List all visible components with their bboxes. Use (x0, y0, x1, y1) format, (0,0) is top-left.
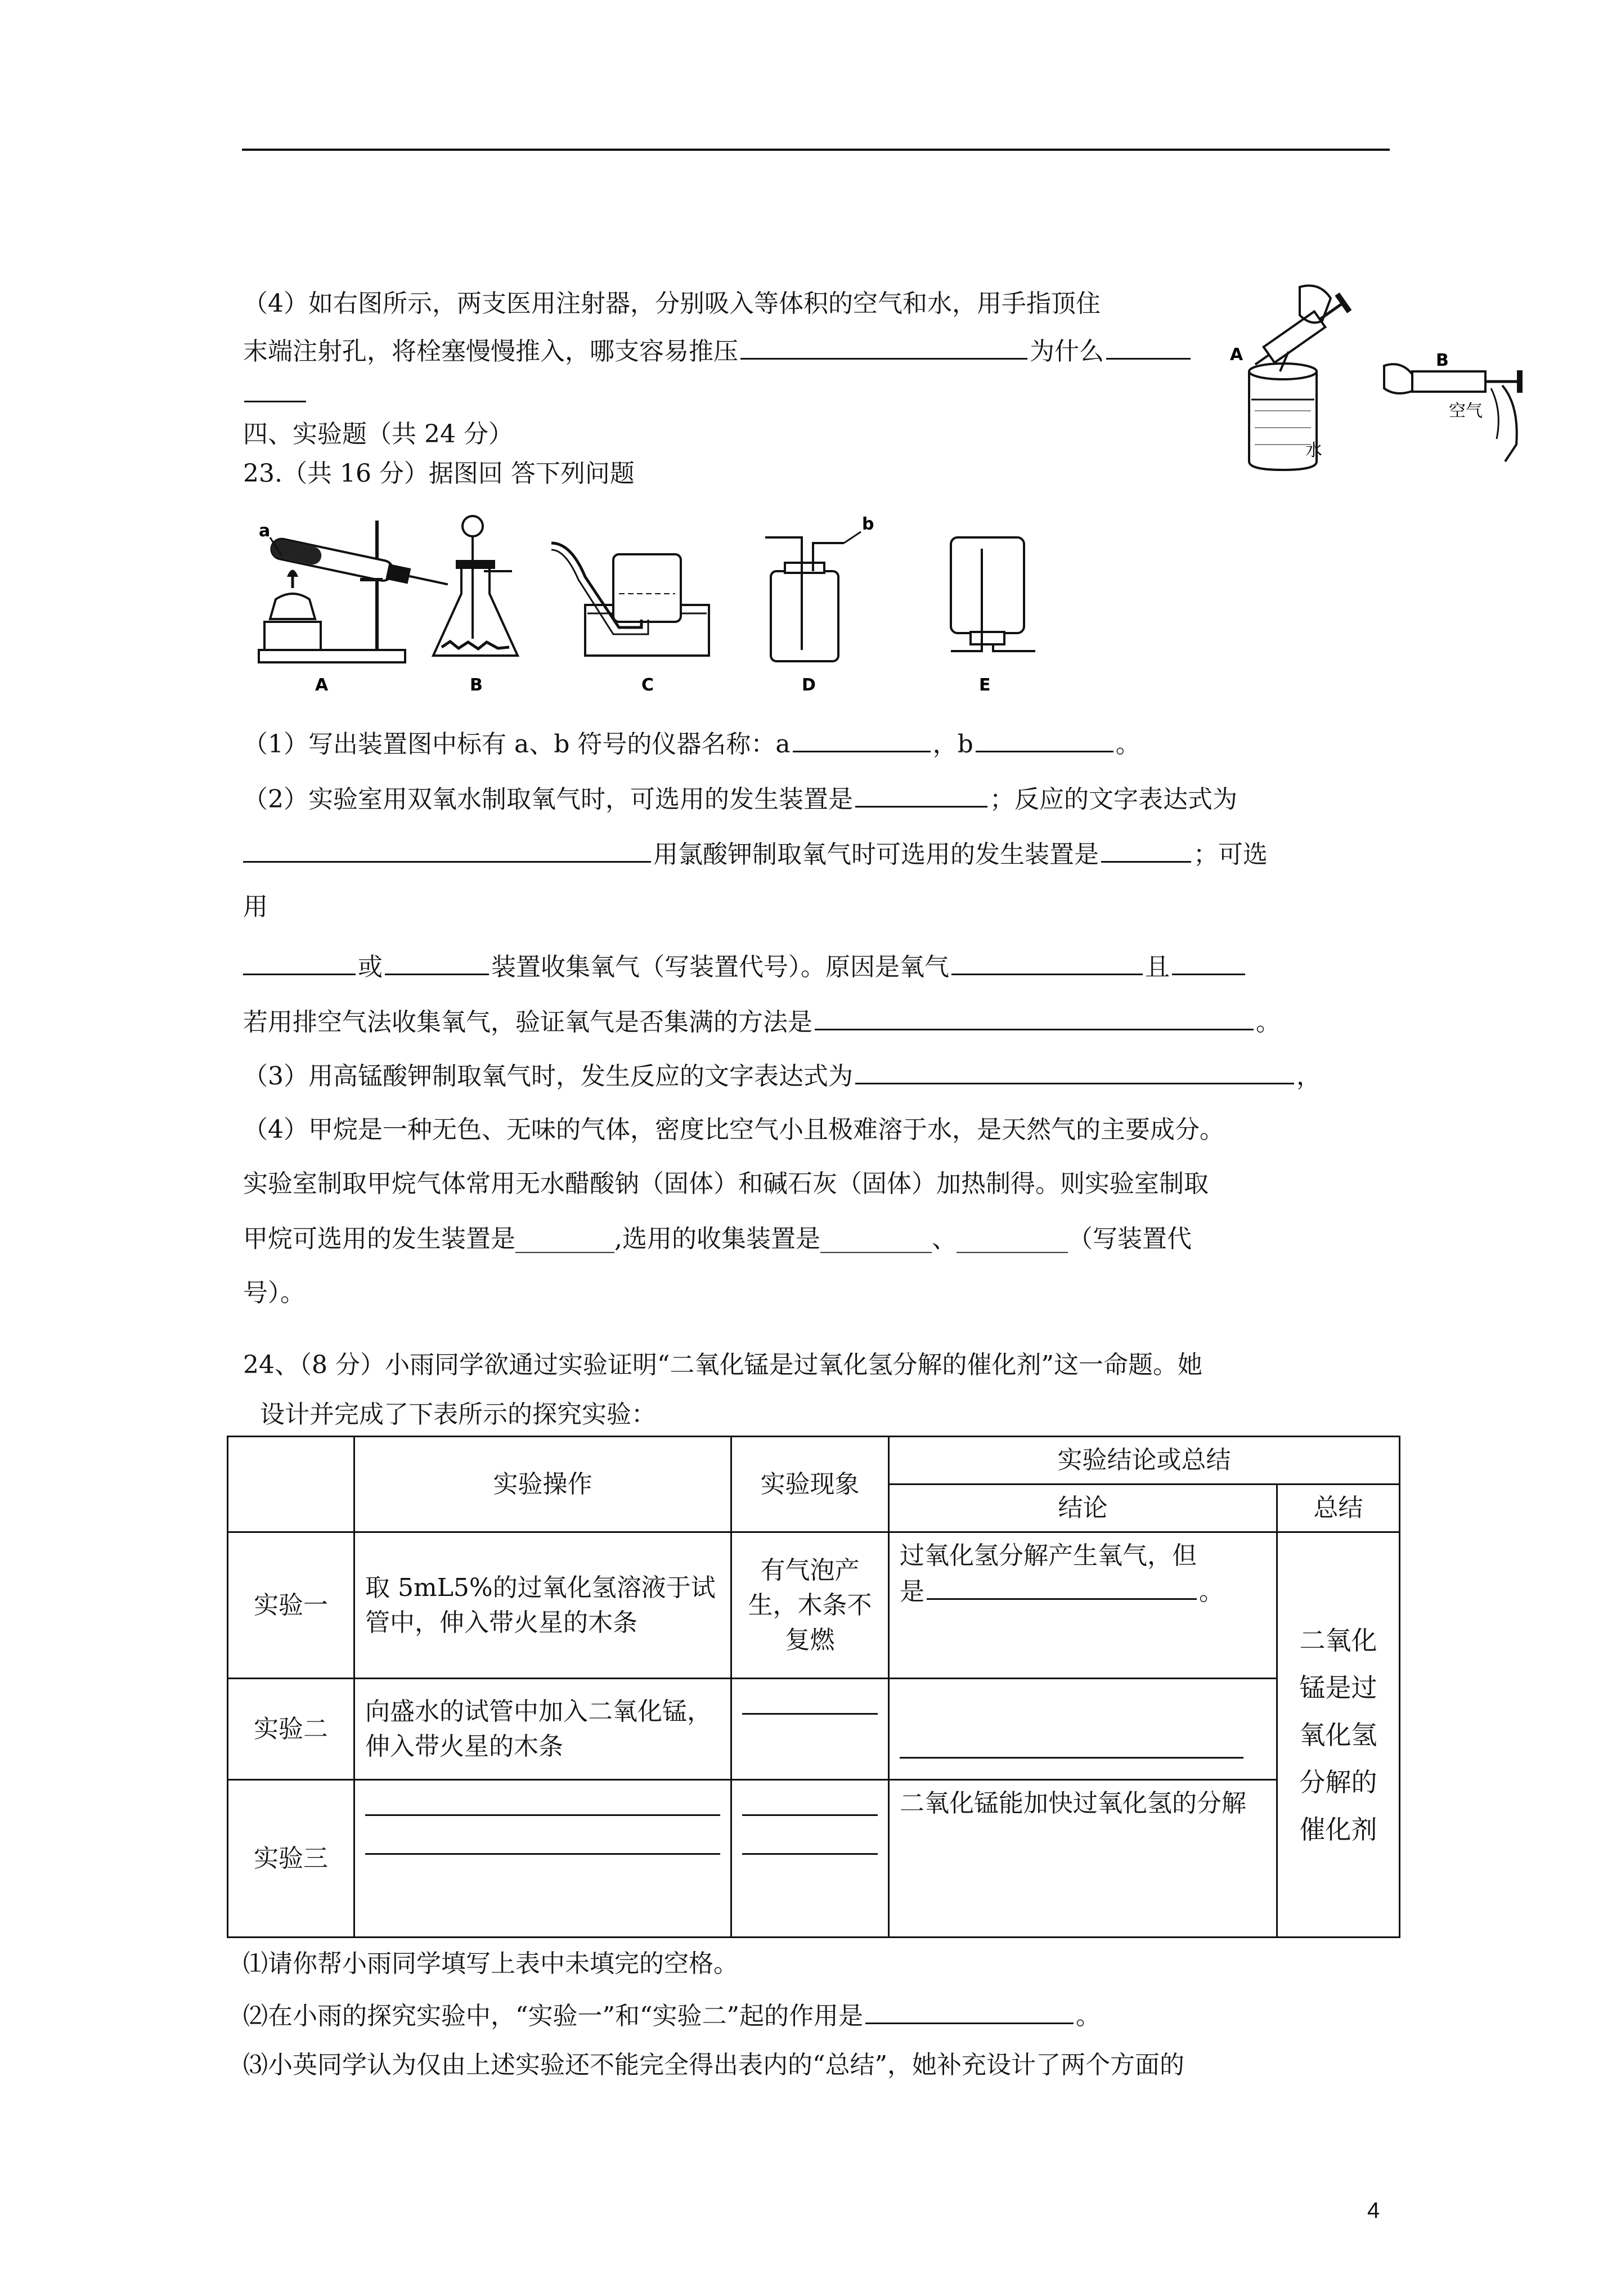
q23-part2-line2: 用氯酸钾制取氧气时可选用的发生装置是 ；可选 (243, 836, 1268, 872)
row-operation: 取 5mL5%的过氧化氢溶液于试管中，伸入带火星的木条 (354, 1532, 731, 1679)
q23-part4-line3: 甲烷可选用的发生装置是________,选用的收集装置是_________、_________（写装置代 (243, 1225, 1192, 1253)
header-summary: 总结 (1277, 1485, 1400, 1532)
q22-4-line2: 末端注射孔，将栓塞慢慢推入，哪支容易推压 为什么 (243, 333, 1193, 369)
answer-blank[interactable] (740, 333, 1027, 360)
q23-part2-line4: 或 装置收集氧气（写装置代号）。原因是氧气 且 (243, 949, 1247, 984)
q23-title: 23.（共 16 分）据图回 答下列问题 (243, 459, 635, 488)
q23-part2-line1: （2）实验室用双氧水制取氧气时，可选用的发生装置是 ；反应的文字表达式为 (243, 781, 1237, 817)
answer-blank[interactable] (865, 1998, 1074, 2024)
row-phenomenon (731, 1780, 889, 1938)
answer-blank[interactable] (793, 726, 931, 752)
table-corner-cell (228, 1437, 354, 1532)
label-A: A (315, 675, 329, 695)
figure-label-water: 水 (1305, 441, 1322, 460)
answer-blank[interactable] (1172, 949, 1245, 975)
row-conclusion (889, 1679, 1277, 1780)
answer-blank[interactable] (976, 726, 1113, 752)
q23-part4-line4: 号）。 (243, 1279, 305, 1307)
header-conclusion: 结论 (889, 1485, 1277, 1532)
answer-blank[interactable] (742, 1690, 878, 1715)
q23-part4-line1: （4）甲烷是一种无色、无味的气体，密度比空气小且极难溶于水，是天然气的主要成分。 (243, 1115, 1224, 1144)
answer-blank[interactable] (742, 1792, 878, 1816)
label-E: E (979, 675, 991, 695)
row-name: 实验二 (228, 1679, 354, 1780)
label-D: D (802, 675, 816, 695)
q23-part2-line5: 若用排空气法收集氧气，验证氧气是否集满的方法是 。 (243, 1004, 1281, 1039)
apparatus-figure (248, 509, 1103, 701)
answer-blank[interactable] (243, 949, 356, 975)
row-conclusion: 过氧化氢分解产生氧气，但 是 。 (889, 1532, 1277, 1679)
experiment-table (227, 1436, 1400, 1938)
table-row (228, 1532, 1400, 1679)
answer-blank[interactable] (365, 1831, 720, 1855)
header-conclusion-group: 实验结论或总结 (889, 1437, 1400, 1485)
header-phenomenon: 实验现象 (731, 1437, 889, 1532)
answer-blank[interactable] (815, 1004, 1254, 1030)
syringe-figure (1227, 276, 1530, 478)
header-rule (242, 149, 1390, 151)
answer-blank[interactable] (1106, 333, 1191, 360)
q24-intro-line2: 设计并完成了下表所示的探究实验： (260, 1400, 656, 1429)
section-title: 四、实验题（共 24 分） (243, 420, 513, 449)
page-number: 4 (1367, 2198, 1380, 2223)
q23-part3: （3）用高锰酸钾制取氧气时，发生反应的文字表达式为 ， (243, 1058, 1321, 1093)
answer-blank[interactable] (365, 1792, 720, 1816)
q23-part1: （1）写出装置图中标有 a、b 符号的仪器名称：a ，b 。 (243, 726, 1140, 761)
label-a: a (259, 521, 271, 541)
row-name: 实验一 (228, 1532, 354, 1679)
row-operation: 向盛水的试管中加入二氧化锰，伸入带火星的木条 (354, 1679, 731, 1780)
answer-blank[interactable] (742, 1831, 878, 1855)
answer-blank[interactable] (951, 949, 1143, 975)
summary-cell: 二氧化锰是过氧化氢分解的催化剂 (1277, 1532, 1400, 1938)
row-conclusion: 二氧化锰能加快过氧化氢的分解 (889, 1780, 1277, 1938)
row-name: 实验三 (228, 1780, 354, 1938)
q22-4-line1: （4）如右图所示，两支医用注射器，分别吸入等体积的空气和水，用手指顶住 (243, 289, 1101, 318)
answer-blank[interactable] (243, 836, 651, 863)
table-row (228, 1679, 1400, 1780)
answer-blank[interactable] (1101, 836, 1191, 863)
figure-label-a: A (1230, 345, 1243, 365)
figure-label-b: B (1436, 351, 1449, 370)
table-row (228, 1780, 1400, 1938)
answer-blank[interactable] (385, 949, 489, 975)
row-phenomenon: 有气泡产生，木条不复燃 (731, 1532, 889, 1679)
q24-sub2: ⑵在小雨的探究实验中，“实验一”和“实验二”起的作用是 。 (243, 1998, 1101, 2033)
q23-part4-line2: 实验室制取甲烷气体常用无水醋酸钠（固体）和碱石灰（固体）加热制得。则实验室制取 (243, 1169, 1209, 1198)
answer-blank[interactable] (244, 401, 306, 402)
label-B: B (470, 675, 483, 695)
q24-intro-line1: 24、（8 分）小雨同学欲通过实验证明“二氧化锰是过氧化氢分解的催化剂”这一命题。她 (243, 1351, 1202, 1379)
answer-blank[interactable] (927, 1573, 1197, 1600)
q24-sub1: ⑴请你帮小雨同学填写上表中未填完的空格。 (243, 1949, 738, 1978)
label-C: C (641, 675, 654, 695)
figure-label-air: 空气 (1449, 401, 1483, 421)
q23-part2-line3: 用 (243, 893, 268, 921)
row-phenomenon (731, 1679, 889, 1780)
header-operation: 实验操作 (354, 1437, 731, 1532)
answer-blank[interactable] (900, 1734, 1243, 1759)
label-b: b (862, 514, 874, 534)
answer-blank[interactable] (855, 1058, 1294, 1084)
q24-sub3: ⑶小英同学认为仅由上述实验还不能完全得出表内的“总结”，她补充设计了两个方面的 (243, 2051, 1184, 2079)
answer-blank[interactable] (855, 781, 987, 808)
row-operation (354, 1780, 731, 1938)
